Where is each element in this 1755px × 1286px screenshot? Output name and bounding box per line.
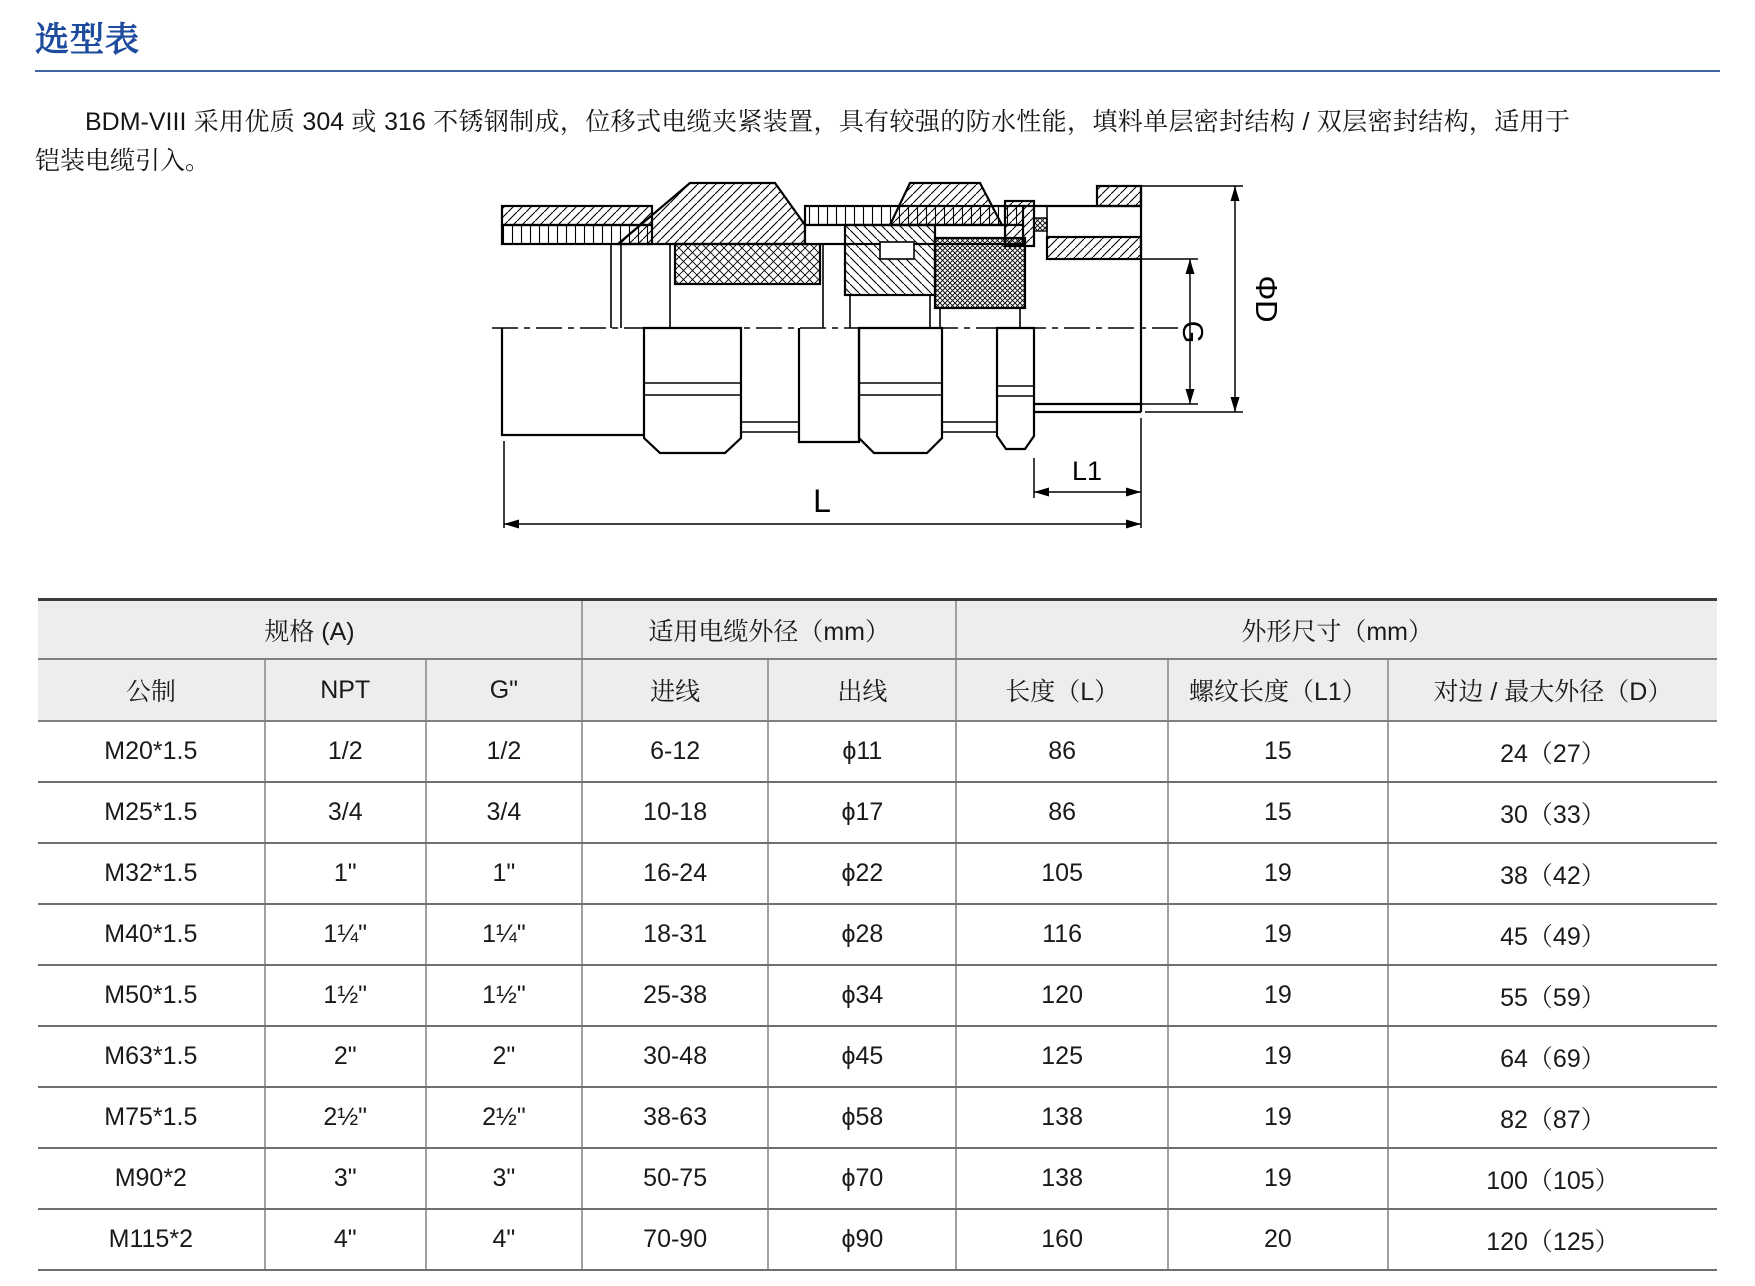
table-cell: 2½" bbox=[265, 1087, 426, 1148]
col-header-g: G" bbox=[426, 659, 582, 721]
col-header-thread-length: 螺纹长度（L1） bbox=[1168, 659, 1388, 721]
col-header-outlet: 出线 bbox=[768, 659, 956, 721]
table-cell: ϕ90 bbox=[768, 1209, 956, 1270]
table-cell: M25*1.5 bbox=[38, 782, 265, 843]
dim-label-outer-diameter: ΦD bbox=[1249, 275, 1284, 323]
table-row bbox=[38, 1148, 1717, 1209]
table-cell: ϕ22 bbox=[768, 843, 956, 904]
table-cell: 1" bbox=[426, 843, 582, 904]
table-cell: 1½" bbox=[426, 965, 582, 1026]
table-cell: 1/2 bbox=[426, 721, 582, 782]
table-cell: 1¼" bbox=[426, 904, 582, 965]
table-cell: M32*1.5 bbox=[38, 843, 265, 904]
dim-label-length: L bbox=[813, 483, 831, 519]
technical-drawing bbox=[490, 158, 1290, 530]
group-header-spec: 规格 (A) bbox=[38, 600, 582, 660]
table-cell: ϕ28 bbox=[768, 904, 956, 965]
intro-paragraph: BDM-VIII 采用优质 304 或 316 不锈钢制成，位移式电缆夹紧装置，具有较强的防水性能，填料单层密封结构 / 双层密封结构，适用于铠装电缆引入。 bbox=[35, 108, 1570, 175]
table-cell: ϕ34 bbox=[768, 965, 956, 1026]
table-cell: 19 bbox=[1168, 965, 1388, 1026]
table-cell: 50-75 bbox=[582, 1148, 768, 1209]
table-cell: 86 bbox=[956, 721, 1168, 782]
table-cell: 19 bbox=[1168, 1087, 1388, 1148]
table-cell: 19 bbox=[1168, 1026, 1388, 1087]
table-row bbox=[38, 721, 1717, 782]
section-lower bbox=[502, 328, 1141, 453]
table-cell: M115*2 bbox=[38, 1209, 265, 1270]
table-cell: 160 bbox=[956, 1209, 1168, 1270]
col-header-metric: 公制 bbox=[38, 659, 265, 721]
table-cell: 1¼" bbox=[265, 904, 426, 965]
table-cell: 138 bbox=[956, 1087, 1168, 1148]
table-row bbox=[38, 1087, 1717, 1148]
table-cell: 4" bbox=[265, 1209, 426, 1270]
table-cell: 19 bbox=[1168, 904, 1388, 965]
table-cell: ϕ17 bbox=[768, 782, 956, 843]
col-header-across-flats: 对边 / 最大外径（D） bbox=[1388, 659, 1717, 721]
selection-table bbox=[38, 598, 1717, 1271]
table-cell: M50*1.5 bbox=[38, 965, 265, 1026]
table-cell: M90*2 bbox=[38, 1148, 265, 1209]
table-row bbox=[38, 1209, 1717, 1270]
table-cell: 25-38 bbox=[582, 965, 768, 1026]
table-cell: 138 bbox=[956, 1148, 1168, 1209]
table-cell: 30（33） bbox=[1388, 782, 1717, 843]
col-header-length: 长度（L） bbox=[956, 659, 1168, 721]
table-cell: 20 bbox=[1168, 1209, 1388, 1270]
table-cell: 30-48 bbox=[582, 1026, 768, 1087]
table-cell: M75*1.5 bbox=[38, 1087, 265, 1148]
table-cell: 24（27） bbox=[1388, 721, 1717, 782]
table-cell: M20*1.5 bbox=[38, 721, 265, 782]
table-row bbox=[38, 904, 1717, 965]
col-header-npt: NPT bbox=[265, 659, 426, 721]
col-header-inlet: 进线 bbox=[582, 659, 768, 721]
group-header-dimensions: 外形尺寸（mm） bbox=[956, 600, 1717, 660]
table-cell: 15 bbox=[1168, 721, 1388, 782]
dim-label-thread-length: L1 bbox=[1071, 456, 1103, 486]
table-cell: ϕ11 bbox=[768, 721, 956, 782]
table-cell: 45（49） bbox=[1388, 904, 1717, 965]
table-cell: 16-24 bbox=[582, 843, 768, 904]
table-cell: 125 bbox=[956, 1026, 1168, 1087]
table-cell: 1" bbox=[265, 843, 426, 904]
table-cell: 1/2 bbox=[265, 721, 426, 782]
table-cell: 38（42） bbox=[1388, 843, 1717, 904]
table-row bbox=[38, 965, 1717, 1026]
table-cell: 3/4 bbox=[426, 782, 582, 843]
table-row bbox=[38, 1026, 1717, 1087]
table-cell: ϕ70 bbox=[768, 1148, 956, 1209]
page-title: 选型表 bbox=[35, 21, 140, 59]
table-cell: 82（87） bbox=[1388, 1087, 1717, 1148]
table-cell: 116 bbox=[956, 904, 1168, 965]
table-cell: 4" bbox=[426, 1209, 582, 1270]
title-divider bbox=[35, 70, 1720, 72]
table-cell: 70-90 bbox=[582, 1209, 768, 1270]
table-row bbox=[38, 843, 1717, 904]
table-cell: 6-12 bbox=[582, 721, 768, 782]
table-cell: 120 bbox=[956, 965, 1168, 1026]
table-cell: 64（69） bbox=[1388, 1026, 1717, 1087]
table-body bbox=[38, 721, 1717, 1270]
table-cell: 2" bbox=[426, 1026, 582, 1087]
table-cell: 3/4 bbox=[265, 782, 426, 843]
table-cell: 2½" bbox=[426, 1087, 582, 1148]
table-cell: 3" bbox=[265, 1148, 426, 1209]
table-cell: 10-18 bbox=[582, 782, 768, 843]
table-cell: 19 bbox=[1168, 1148, 1388, 1209]
group-header-cable-od: 适用电缆外径（mm） bbox=[582, 600, 956, 660]
table-cell: 86 bbox=[956, 782, 1168, 843]
table-group-header-row bbox=[38, 600, 1717, 660]
table-cell: 2" bbox=[265, 1026, 426, 1087]
table-column-header-row bbox=[38, 659, 1717, 721]
table-cell: 105 bbox=[956, 843, 1168, 904]
table-cell: M63*1.5 bbox=[38, 1026, 265, 1087]
table-cell: 18-31 bbox=[582, 904, 768, 965]
table-cell: 15 bbox=[1168, 782, 1388, 843]
table-cell: 55（59） bbox=[1388, 965, 1717, 1026]
table-cell: M40*1.5 bbox=[38, 904, 265, 965]
table-cell: 19 bbox=[1168, 843, 1388, 904]
table-cell: 1½" bbox=[265, 965, 426, 1026]
table-cell: ϕ45 bbox=[768, 1026, 956, 1087]
table-cell: 120（125） bbox=[1388, 1209, 1717, 1270]
table-cell: 3" bbox=[426, 1148, 582, 1209]
section-upper bbox=[502, 183, 1141, 328]
dim-label-thread-size: G bbox=[1176, 320, 1208, 344]
table-row bbox=[38, 782, 1717, 843]
table-cell: 100（105） bbox=[1388, 1148, 1717, 1209]
table-cell: ϕ58 bbox=[768, 1087, 956, 1148]
table-cell: 38-63 bbox=[582, 1087, 768, 1148]
